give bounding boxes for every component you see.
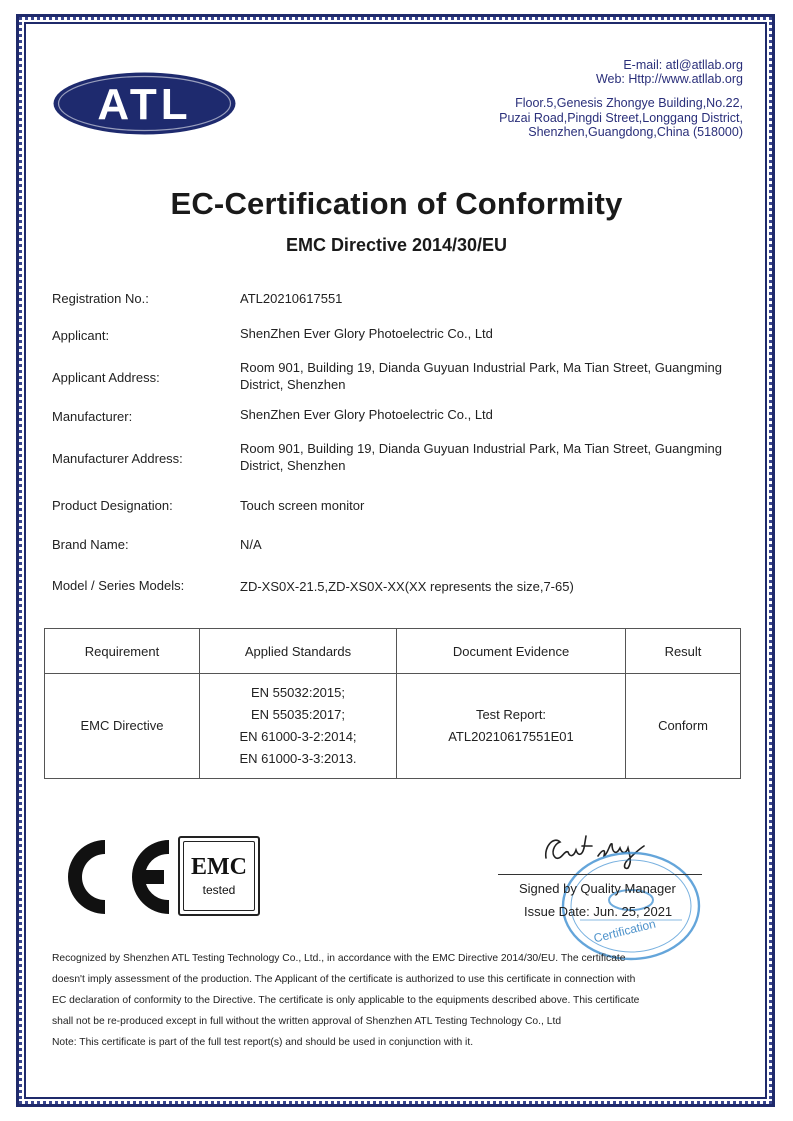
- evidence-cell: [397, 674, 626, 779]
- footer-statement: [52, 948, 742, 1053]
- header-requirement: Requirement: [45, 629, 200, 674]
- requirements-table: [44, 628, 741, 779]
- signed-by-text: Signed by Quality Manager: [519, 881, 676, 896]
- atl-logo: [52, 71, 237, 136]
- web-text: Web: Http://www.atllab.org: [595, 72, 743, 86]
- footer-line: doesn't imply assessment of the production. The Applicant of the certificate is authorized to use this certificate in connection with: [52, 974, 636, 985]
- registration-label: Registration No.:: [52, 291, 149, 306]
- brand-label: Brand Name:: [52, 537, 129, 552]
- requirement-cell: EMC Directive: [45, 674, 200, 779]
- standards-cell: [200, 674, 397, 779]
- brand-value: N/A: [240, 537, 262, 552]
- manufacturer-address-label: Manufacturer Address:: [52, 451, 183, 466]
- header-applied-standards: Applied Standards: [200, 629, 397, 674]
- applicant-label: Applicant:: [52, 328, 110, 343]
- table-header-row: [45, 629, 741, 674]
- product-label: Product Designation:: [52, 498, 173, 513]
- applicant-address-label: Applicant Address:: [52, 370, 160, 385]
- result-cell: Conform: [626, 674, 741, 779]
- logo-text: ATL: [97, 80, 192, 129]
- applicant-value: ShenZhen Ever Glory Photoelectric Co., Ltd: [240, 326, 493, 341]
- ce-mark-icon: [52, 832, 172, 922]
- manufacturer-address-value: Room 901, Building 19, Dianda Guyuan Industrial Park, Ma Tian Street, Guangming District, Shenzhen: [240, 441, 722, 473]
- footer-line: Recognized by Shenzhen ATL Testing Technology Co., Ltd., in accordance with the EMC Directive 2014/30/EU. The certificate: [52, 953, 626, 964]
- lab-address: [499, 96, 743, 140]
- evidence-label: Test Report:: [475, 707, 547, 722]
- directive-subtitle: EMC Directive 2014/30/EU: [285, 235, 508, 255]
- standard-item: EN 61000-3-3:2013.: [239, 751, 357, 766]
- issue-date-text: Issue Date: Jun. 25, 2021: [524, 904, 673, 919]
- standard-item: EN 55035:2017;: [251, 707, 345, 722]
- standard-item: EN 55032:2015;: [251, 685, 345, 700]
- emc-badge-subtitle: tested: [202, 883, 236, 897]
- evidence-report-number: ATL20210617551E01: [448, 729, 574, 744]
- contact-info: [596, 58, 743, 86]
- registration-value: ATL20210617551: [240, 291, 343, 306]
- address-line: Shenzhen,Guangdong,China (518000): [528, 125, 743, 139]
- footer-line: shall not be re-produced except in full without the written approval of Shenzhen ATL Testing Technology Co., Ltd: [52, 1016, 562, 1027]
- address-line: Floor.5,Genesis Zhongye Building,No.22,: [515, 96, 743, 110]
- emc-tested-badge: [178, 836, 260, 916]
- certificate-title: EC-Certification of Conformity: [170, 186, 623, 221]
- footer-line: EC declaration of conformity to the Directive. The certificate is only applicable to the equipments described above. This certificate: [52, 995, 640, 1006]
- standard-item: EN 61000-3-2:2014;: [239, 729, 357, 744]
- emc-badge-title: EMC: [191, 854, 247, 880]
- model-value: ZD-XS0X-21.5,ZD-XS0X-XX(XX represents the size,7-65): [240, 579, 574, 594]
- address-line: Puzai Road,Pingdi Street,Longgang District,: [499, 110, 743, 125]
- header-document-evidence: Document Evidence: [397, 629, 626, 674]
- stamp-text: Certification: [592, 916, 658, 946]
- manufacturer-value: ShenZhen Ever Glory Photoelectric Co., Ltd: [240, 407, 493, 422]
- footer-note: Note: This certificate is part of the full test report(s) and should be used in conjunction with it.: [52, 1037, 474, 1048]
- signature-line: [498, 874, 702, 875]
- manufacturer-label: Manufacturer:: [52, 409, 133, 424]
- model-label: Model / Series Models:: [52, 578, 185, 593]
- table-row: [45, 674, 741, 779]
- product-value: Touch screen monitor: [240, 498, 365, 513]
- email-text: E-mail: atl@atllab.org: [623, 58, 743, 72]
- applicant-address-value: Room 901, Building 19, Dianda Guyuan Industrial Park, Ma Tian Street, Guangming District, Shenzhen: [240, 360, 722, 392]
- header-result: Result: [626, 629, 741, 674]
